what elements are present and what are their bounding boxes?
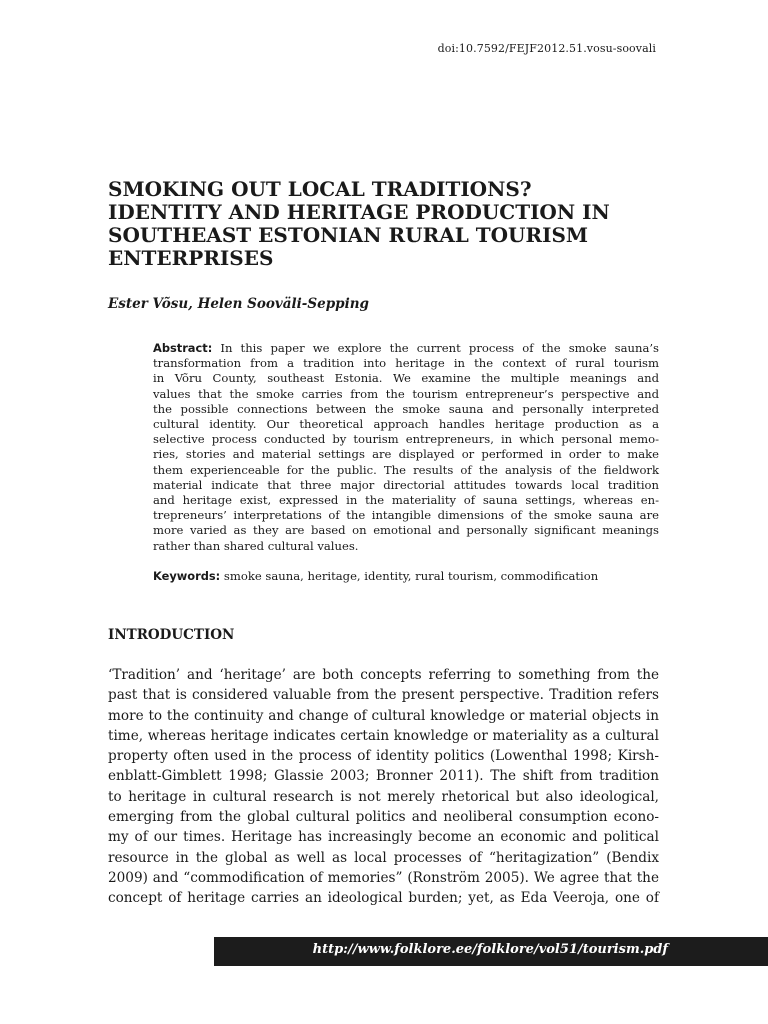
abstract-line: cultural identity. Our theoretical approach handles heritage production as a: [153, 417, 659, 432]
body-line: 2009) and “commodification of memories” (Ronström 2005). We agree that the: [108, 869, 659, 886]
body-line: ‘Tradition’ and ‘heritage’ are both concepts referring to something from the: [108, 667, 659, 683]
keywords-label: Keywords:: [153, 569, 221, 583]
title-line: IDENTITY AND HERITAGE PRODUCTION IN: [108, 200, 610, 224]
abstract-line: the possible connections between the smoke sauna and personally interpreted: [153, 401, 659, 416]
abstract-line: and heritage exist, expressed in the materiality of sauna settings, whereas en-: [153, 493, 659, 508]
body-text: [108, 665, 659, 909]
keywords-text: smoke sauna, heritage, identity, rural tourism, commodification: [220, 569, 599, 583]
body-line: more to the continuity and change of cultural knowledge or material objects in: [108, 707, 659, 724]
title-line: SMOKING OUT LOCAL TRADITIONS?: [108, 177, 532, 201]
body-line: enblatt-Gimblett 1998; Glassie 2003; Bronner 2011). The shift from tradition: [108, 768, 659, 785]
abstract-line: rather than shared cultural values.: [153, 538, 359, 553]
authors: Ester Võsu, Helen Sooväli-Sepping: [108, 296, 369, 312]
title-line: SOUTHEAST ESTONIAN RURAL TOURISM: [108, 223, 589, 247]
abstract-text: In this paper we explore the current process of the smoke sauna’s: [212, 341, 659, 355]
abstract-line: values that the smoke carries from the tourism entrepreneur’s perspective and: [153, 386, 659, 401]
body-line: emerging from the global cultural politics and neoliberal consumption econo-: [108, 809, 659, 826]
abstract-line: [153, 341, 659, 356]
abstract-line: ries, stories and material settings are displayed or performed in order to make: [153, 447, 659, 462]
body-line: past that is considered valuable from the present perspective. Tradition refers: [108, 687, 659, 704]
paper-title: [108, 178, 668, 270]
abstract: [153, 341, 659, 554]
abstract-line: more varied as they are based on emotional and personally significant meanings: [153, 523, 659, 538]
abstract-line: them experienceable for the public. The results of the analysis of the fieldwork: [153, 462, 659, 477]
abstract-line: selective process conducted by tourism entrepreneurs, in which personal memo-: [153, 432, 659, 447]
abstract-line: material indicate that three major directorial attitudes towards local tradition: [153, 477, 659, 492]
body-line: resource in the global as well as local processes of “heritagization” (Bendix: [108, 849, 659, 866]
body-line: my of our times. Heritage has increasingly become an economic and political: [108, 829, 659, 846]
abstract-line: trepreneurs’ interpretations of the intangible dimensions of the smoke sauna are: [153, 508, 659, 523]
body-line: to heritage in cultural research is not merely rhetorical but also ideological,: [108, 788, 659, 805]
doi-reference: doi:10.7592/FEJF2012.51.vosu-soovali: [437, 42, 656, 55]
abstract-line: in Võru County, southeast Estonia. We examine the multiple meanings and: [153, 371, 659, 386]
title-line: ENTERPRISES: [108, 246, 274, 270]
body-line: time, whereas heritage indicates certain knowledge or materiality as a cultural: [108, 727, 659, 744]
body-line: concept of heritage carries an ideological burden; yet, as Eda Veeroja, one of: [108, 890, 659, 907]
body-line: property often used in the process of identity politics (Lowenthal 1998; Kirsh-: [108, 748, 659, 765]
abstract-line: transformation from a tradition into heritage in the context of rural tourism: [153, 356, 659, 371]
abstract-label: Abstract:: [153, 341, 213, 355]
keywords: [153, 569, 659, 583]
footer-bar: [214, 937, 768, 966]
section-heading: INTRODUCTION: [108, 627, 235, 643]
footer-url-link[interactable]: http://www.folklore.ee/folklore/vol51/tourism.pdf: [312, 942, 668, 957]
